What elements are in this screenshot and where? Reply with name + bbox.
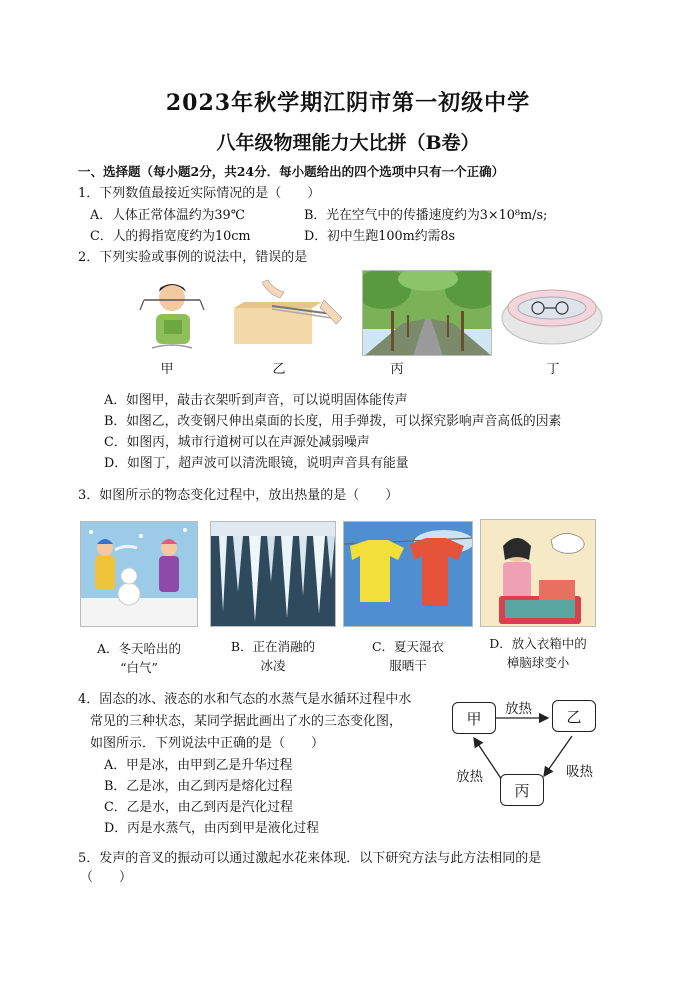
q2-image-yi [232, 278, 348, 344]
q2-option-c: C．如图丙，城市行道树可以在声源处减弱噪声 [104, 435, 370, 450]
q5-stem: 5．发声的音叉的振动可以通过激起水花来体现．以下研究方法与此方法相同的是 [78, 851, 542, 866]
q2-label-jia: 甲 [160, 362, 174, 377]
q2-option-b: B．如图乙，改变钢尺伸出桌面的长度，用手弹拨，可以探究影响声音高低的因素 [104, 414, 562, 429]
q3-caption-a: A．冬天哈出的 “白气” [96, 641, 182, 675]
q4-option-d: D．丙是水蒸气，由丙到甲是液化过程 [104, 821, 320, 836]
q2-image-jia [134, 270, 210, 356]
q1-option-b: B．光在空气中的传播速度约为3×10⁸m/s; [304, 208, 548, 223]
q4-option-b: B．乙是冰，由乙到丙是熔化过程 [104, 779, 293, 794]
state-box-bing: 丙 [500, 774, 544, 806]
q2-option-d: D．如图丁，超声波可以清洗眼镜，说明声音具有能量 [104, 456, 409, 471]
q2-stem: 2．下列实验或事例的说法中，错误的是 [78, 250, 308, 265]
q3-caption-d: D．放入衣箱中的 樟脑球变小 [489, 636, 587, 670]
q4-stem-line1: 4．固态的冰、液态的水和气态的水蒸气是水循环过程中水 [78, 692, 412, 707]
state-box-yi: 乙 [552, 700, 596, 732]
label-release-heat-top: 放热 [505, 701, 532, 717]
q3-stem: 3．如图所示的物态变化过程中，放出热量的是（ ） [78, 488, 399, 503]
q1-option-a: A．人体正常体温约为39℃ [90, 208, 246, 223]
q1-option-c: C．人的拇指宽度约为10cm [90, 229, 251, 244]
q3-image-b [210, 521, 336, 627]
label-release-heat-left: 放热 [456, 769, 483, 785]
q4-stem-line3: 如图所示．下列说法中正确的是（ ） [90, 736, 325, 751]
q1-stem: 1．下列数值最接近实际情况的是（ ） [78, 186, 321, 201]
q2-option-a: A．如图甲，敲击衣架听到声音，可以说明固体能传声 [104, 393, 408, 408]
q4-option-a: A．甲是冰，由甲到乙是升华过程 [104, 758, 293, 773]
label-absorb-heat: 吸热 [566, 764, 593, 780]
q2-image-bing [362, 270, 492, 356]
q3-caption-b: B．正在消融的 冰凌 [230, 639, 316, 673]
q4-stem-line2: 常见的三种状态，某同学据此画出了水的三态变化图， [90, 714, 403, 729]
q1-option-d: D．初中生跑100m约需8s [304, 229, 456, 244]
q3-caption-c: C．夏天湿衣 服晒干 [371, 639, 445, 673]
q3-image-d [480, 519, 596, 627]
q3-image-a [80, 521, 198, 627]
page-subtitle: 八年级物理能力大比拼（B卷） [216, 132, 480, 154]
q2-label-ding: 丁 [546, 362, 560, 377]
section-heading: 一、选择题（每小题2分，共24分．每小题给出的四个选项中只有一个正确） [78, 164, 505, 179]
q2-image-ding [500, 278, 604, 348]
q4-option-c: C．乙是水，由乙到丙是汽化过程 [104, 800, 293, 815]
q5-answer-paren: （ ） [80, 870, 133, 885]
state-box-jia: 甲 [452, 702, 496, 734]
page-title: 2023年秋学期江阴市第一初级中学 [165, 90, 531, 116]
q2-label-bing: 丙 [390, 362, 404, 377]
q3-image-c [343, 521, 473, 627]
q2-label-yi: 乙 [272, 362, 286, 377]
